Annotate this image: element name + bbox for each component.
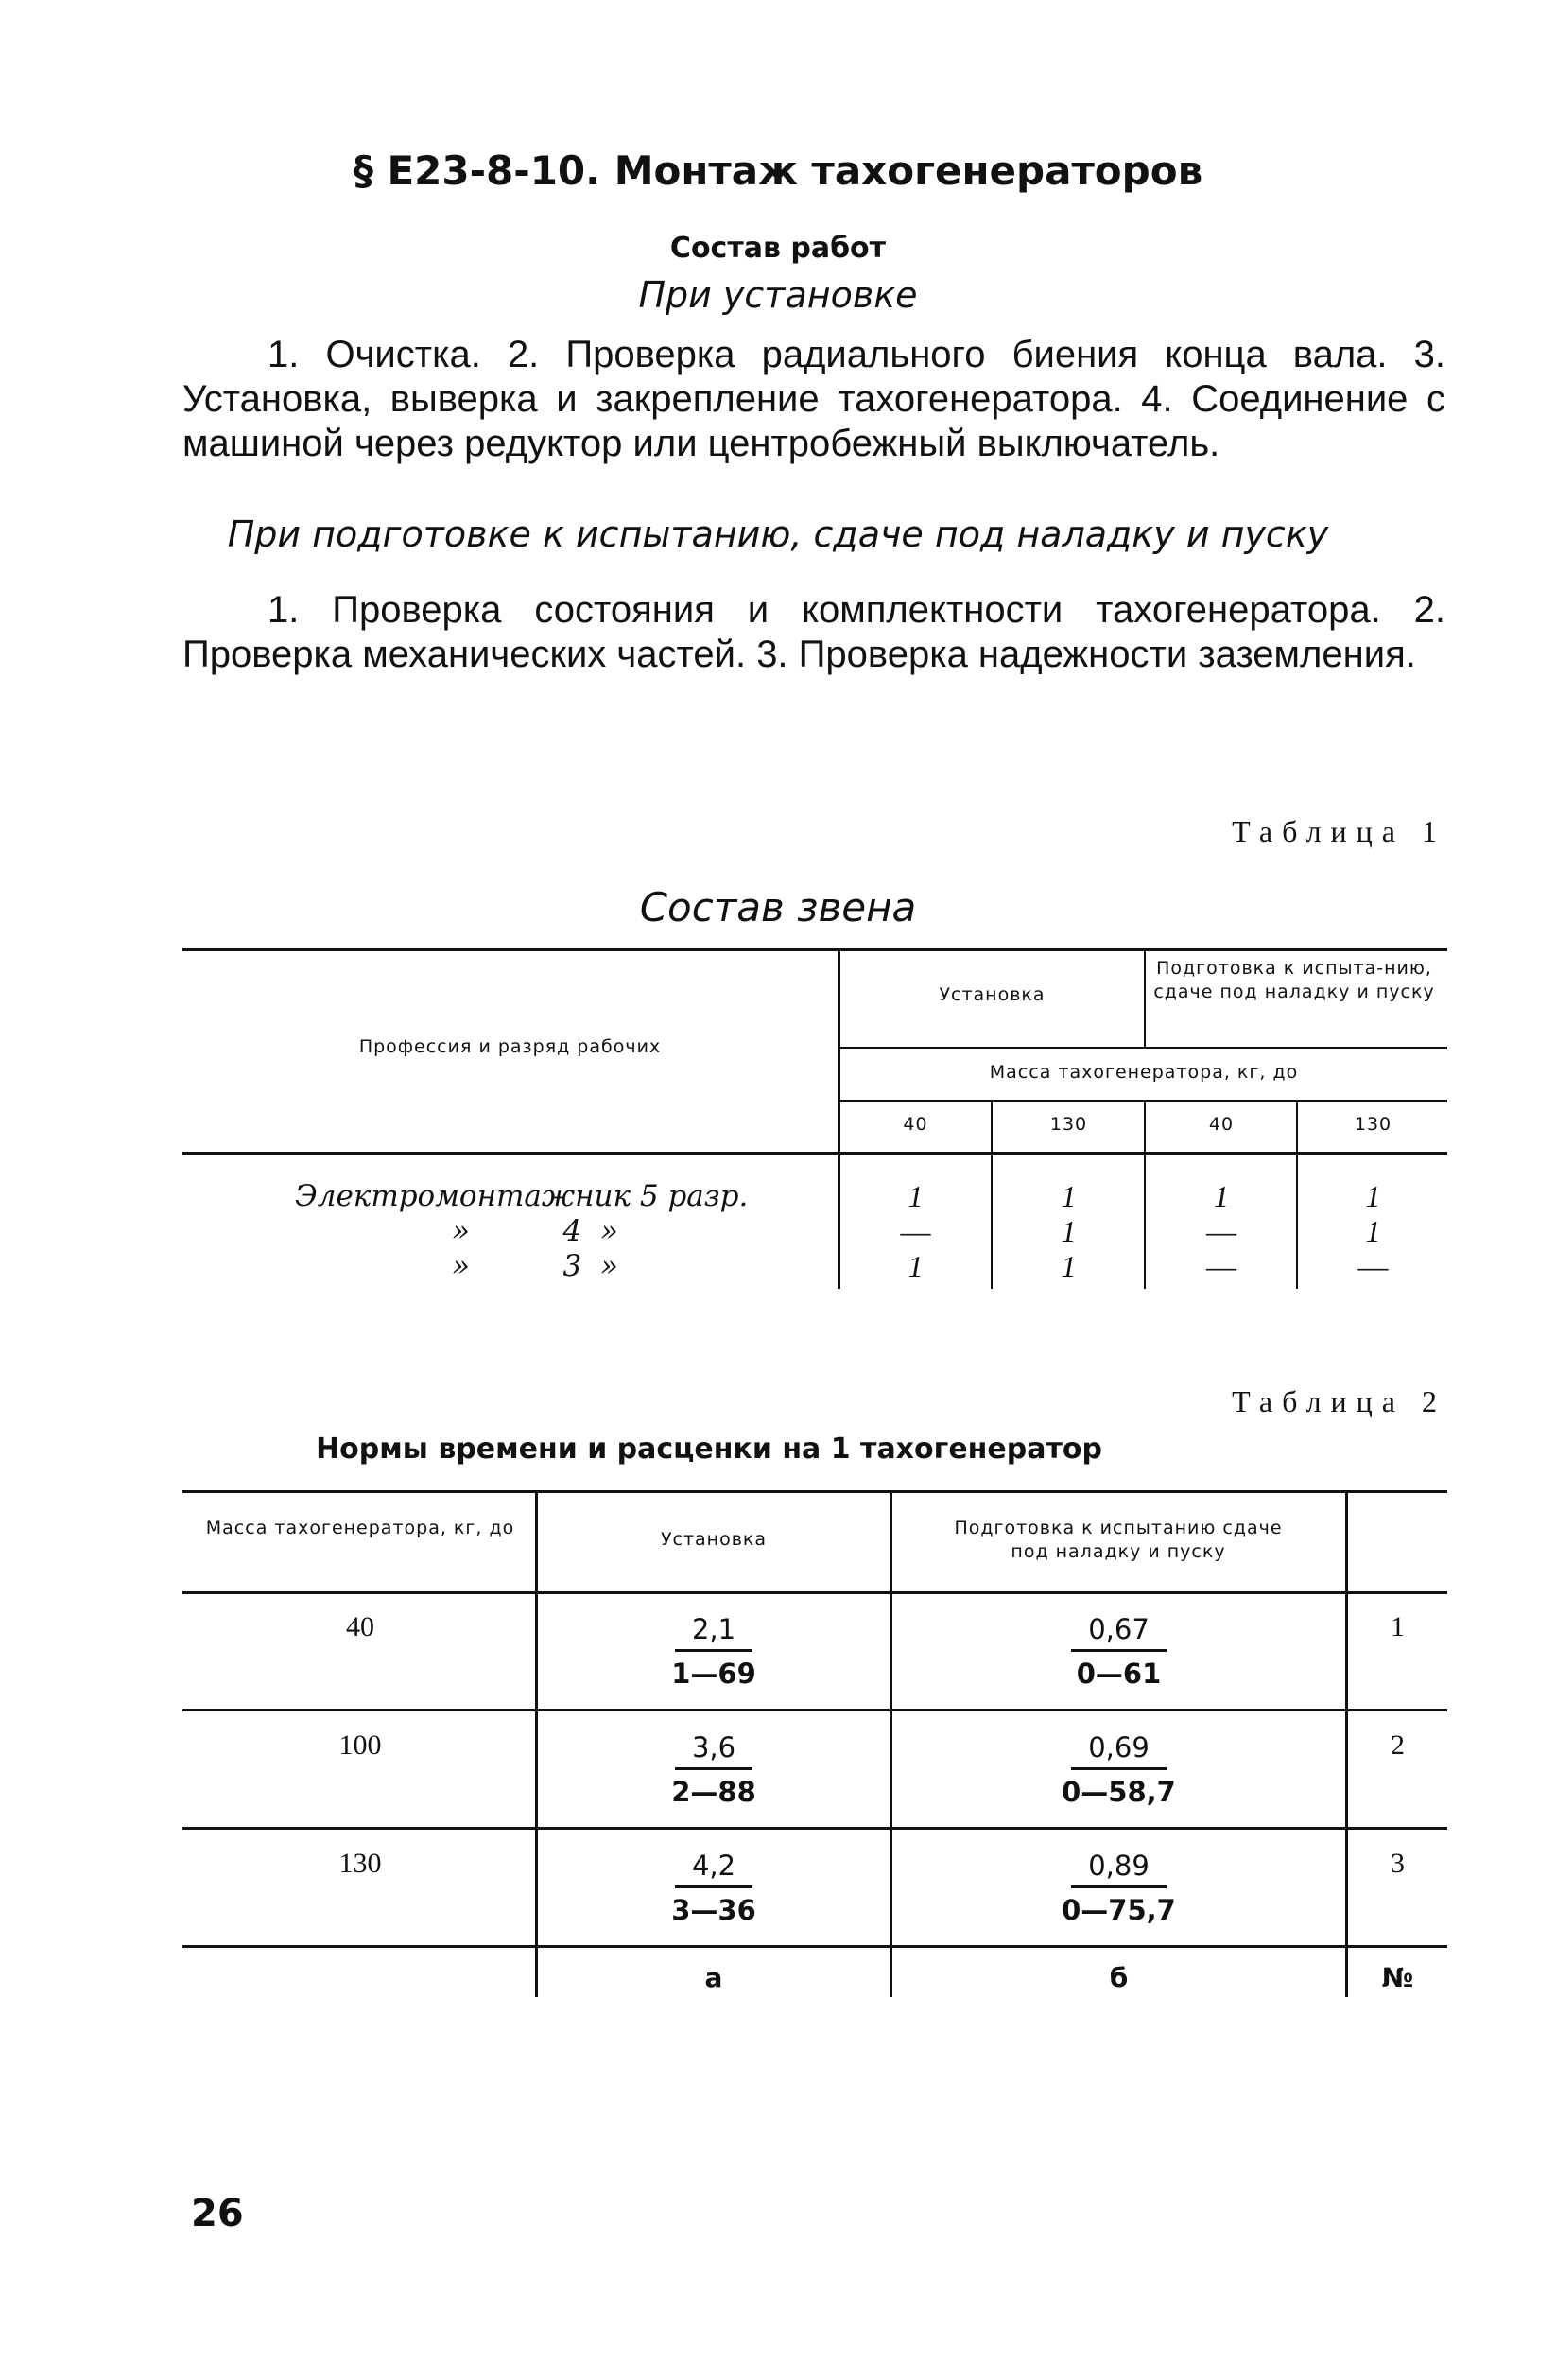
table1-r3-c3: — <box>1206 1249 1236 1283</box>
table2-r1-install <box>538 1613 890 1690</box>
table1-col-profession: Профессия и разряд рабочих <box>358 1036 662 1057</box>
table2-r3-mass: 130 <box>338 1848 382 1879</box>
test-heading: При подготовке к испытанию, сдаче под наладку и пуску <box>227 513 1329 555</box>
table2-r3-test-time: 0,89 <box>1071 1850 1167 1888</box>
table1-row-1-label: Электромонтажник 5 разр. <box>295 1179 749 1213</box>
table2-r2-no: 2 <box>1391 1729 1405 1761</box>
test-text <box>182 588 1445 677</box>
table1-r2-c2: 1 <box>1061 1214 1077 1248</box>
table2-footer-a: а <box>704 1962 723 1993</box>
table2-r3-install <box>538 1850 890 1926</box>
table2-r1-no: 1 <box>1391 1611 1405 1642</box>
table1-mass-4: 130 <box>1354 1114 1392 1135</box>
table1-r1-c3: 1 <box>1214 1179 1229 1213</box>
table1-r2-c1: — <box>900 1214 931 1248</box>
table2-r2-install-time: 3,6 <box>675 1731 752 1770</box>
test-text-body: 1. Проверка состояния и комплектности тахогенератора. 2. Проверка механических частей. 3. Проверка надежности заземления. <box>182 589 1445 675</box>
table2-col-mass: Масса тахогенератора, кг, до <box>205 1518 515 1538</box>
table2-col-test: Подготовка к испытанию сдаче под наладку и пуску <box>954 1518 1283 1562</box>
table2-r1-test-price: 0—61 <box>1076 1658 1162 1690</box>
table2-r3-install-price: 3—36 <box>671 1894 756 1926</box>
table1-r1-c2: 1 <box>1061 1179 1077 1213</box>
table1-r2-c3: — <box>1206 1214 1236 1248</box>
table1-row-2-label: » 4 » <box>452 1214 618 1248</box>
table1-label: Таблица 1 <box>1232 814 1446 848</box>
table2-r3-install-time: 4,2 <box>675 1850 752 1888</box>
table1-r1-c4: 1 <box>1365 1179 1381 1213</box>
table1-r3-c2: 1 <box>1061 1249 1077 1283</box>
table2-r3-test-price: 0—75,7 <box>1062 1894 1176 1926</box>
table2-r1-test <box>892 1613 1345 1690</box>
table2-footer-no: № <box>1381 1962 1414 1993</box>
table2-r2-test-time: 0,69 <box>1071 1731 1167 1770</box>
table2-footer-b: б <box>1109 1962 1129 1993</box>
table2-col-install: Установка <box>660 1529 768 1550</box>
table2-r3-test <box>892 1850 1345 1926</box>
table1-r2-c4: 1 <box>1365 1214 1381 1248</box>
table2-r1-install-time: 2,1 <box>675 1613 752 1652</box>
table2-caption: Нормы времени и расценки на 1 тахогенератор <box>316 1433 1102 1466</box>
table2-r3-no: 3 <box>1391 1848 1405 1879</box>
table2-r2-mass: 100 <box>338 1729 382 1761</box>
table1-mass-3: 40 <box>1208 1114 1235 1135</box>
table2-r2-install <box>538 1731 890 1808</box>
page-number: 26 <box>191 2192 244 2235</box>
table1-r3-c4: — <box>1357 1249 1389 1283</box>
table1-col-test: Подготовка к испыта-нию, сдаче под наладку и пуску <box>1153 958 1435 1002</box>
table1-r3-c1: 1 <box>908 1249 924 1283</box>
table2-r2-test-price: 0—58,7 <box>1062 1776 1176 1808</box>
install-text <box>182 333 1445 466</box>
table2-label: Таблица 2 <box>1232 1384 1446 1418</box>
table2-r1-mass: 40 <box>346 1611 374 1642</box>
table1-caption: Состав звена <box>639 884 917 930</box>
table2-r1-test-time: 0,67 <box>1071 1613 1167 1652</box>
work-composition-heading: Состав работ <box>669 232 887 265</box>
table1-r1-c1: 1 <box>908 1179 924 1213</box>
table2-r1-install-price: 1—69 <box>671 1658 756 1690</box>
table1-col-mass: Масса тахогенератора, кг, до <box>989 1062 1299 1083</box>
table1-mass-2: 130 <box>1049 1114 1088 1135</box>
page-title: § Е23-8-10. Монтаж тахогенераторов <box>353 148 1203 194</box>
table1-row-3-label: » 3 » <box>452 1249 618 1283</box>
table1-col-install: Установка <box>939 984 1046 1005</box>
table2-r2-install-price: 2—88 <box>671 1776 756 1808</box>
install-heading: При установке <box>638 274 918 316</box>
table2-r2-test <box>892 1731 1345 1808</box>
install-text-body: 1. Очистка. 2. Проверка радиального биения конца вала. 3. Установка, выверка и закрепление тахогенератора. 4. Соединение с машиной через редуктор или центробежный выключатель. <box>182 334 1445 464</box>
table1-mass-1: 40 <box>903 1114 928 1135</box>
